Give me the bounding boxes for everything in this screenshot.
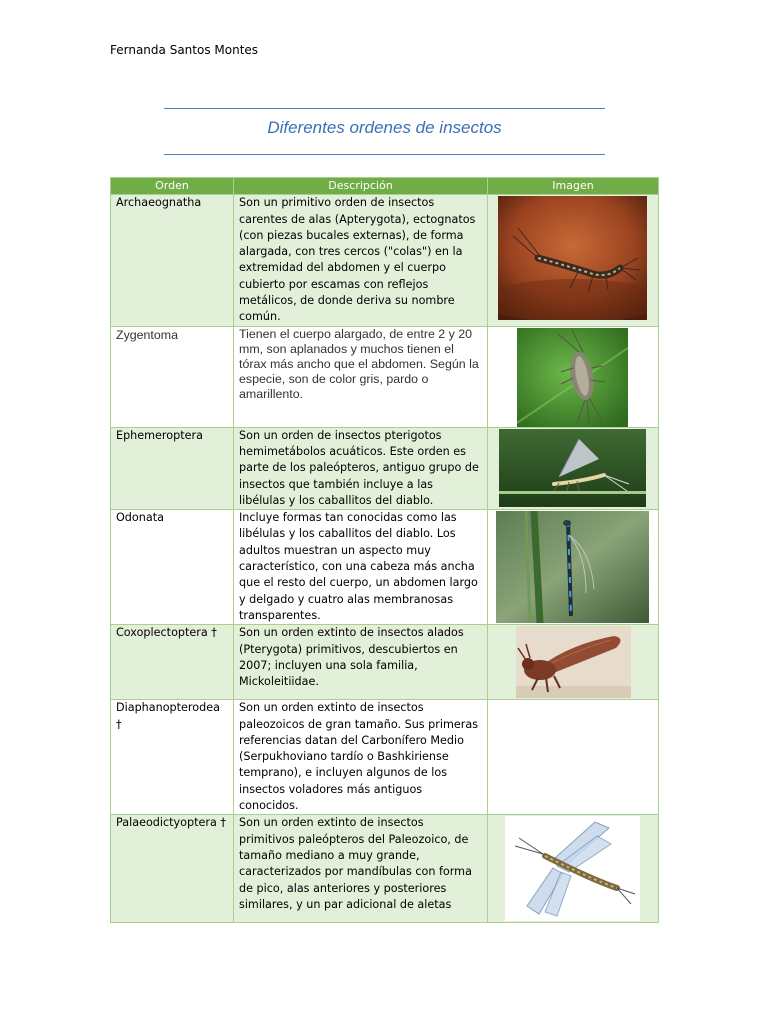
table-header-row bbox=[111, 178, 659, 195]
header-descripcion: Descripción bbox=[234, 178, 488, 195]
odonata-photo bbox=[496, 511, 649, 623]
archaeognatha-photo bbox=[498, 196, 647, 320]
order-description: Son un orden de insectos pterigotos hemimetábolos acuáticos. Este orden es parte de los paleópteros, antiguo grupo de insectos que también incluye a las libélulas y los caballitos del diablo. bbox=[234, 427, 488, 509]
order-image-cell bbox=[488, 427, 659, 509]
order-name: Coxoplectoptera † bbox=[111, 625, 234, 700]
table-row bbox=[111, 427, 659, 509]
title-rule-bottom bbox=[164, 154, 605, 155]
title-rule-top bbox=[164, 108, 605, 109]
document-title: Diferentes ordenes de insectos bbox=[267, 118, 502, 137]
order-name: Odonata bbox=[111, 510, 234, 625]
header-orden: Orden bbox=[111, 178, 234, 195]
order-image-cell-empty bbox=[488, 700, 659, 815]
order-name: Diaphanopterodea † bbox=[111, 700, 234, 815]
order-image-cell bbox=[488, 326, 659, 427]
table-row bbox=[111, 700, 659, 815]
order-name: Archaeognatha bbox=[111, 195, 234, 326]
order-description: Tienen el cuerpo alargado, de entre 2 y 20 mm, son aplanados y muchos tienen el tórax más ancho que el abdomen. Según la especie, son de color gris, pardo o amarillento. bbox=[234, 326, 488, 427]
header-imagen: Imagen bbox=[488, 178, 659, 195]
table-row bbox=[111, 815, 659, 923]
order-description: Son un orden extinto de insectos primitivos paleópteros del Paleozoico, de tamaño mediano a muy grande, caracterizados por mandíbulas con forma de pico, alas anteriores y posteriores similares, y un par adicional de aletas bbox=[234, 815, 488, 923]
table-row bbox=[111, 195, 659, 326]
table-row bbox=[111, 625, 659, 700]
author-name: Fernanda Santos Montes bbox=[110, 43, 259, 57]
order-description: Son un orden extinto de insectos paleozoicos de gran tamaño. Sus primeras referencias datan del Carbonífero Medio (Serpukhoviano tardío o Bashkiriense temprano), e incluyen algunos de los insectos voladores más antiguos conocidos. bbox=[234, 700, 488, 815]
order-image-cell bbox=[488, 625, 659, 700]
table-row bbox=[111, 326, 659, 427]
coxoplectoptera-fossil-photo bbox=[516, 626, 631, 698]
zygentoma-photo bbox=[517, 328, 628, 427]
palaeodictyoptera-illustration bbox=[505, 816, 640, 921]
insect-orders-table bbox=[110, 177, 659, 923]
order-image-cell bbox=[488, 510, 659, 625]
order-image-cell bbox=[488, 195, 659, 326]
table-row bbox=[111, 510, 659, 625]
order-description: Son un orden extinto de insectos alados (Pterygota) primitivos, descubiertos en 2007; incluyen una sola familia, Mickoleitiidae. bbox=[234, 625, 488, 700]
order-name: Palaeodictyoptera † bbox=[111, 815, 234, 923]
order-name: Zygentoma bbox=[111, 326, 234, 427]
ephemeroptera-photo bbox=[499, 429, 646, 507]
order-description: Son un primitivo orden de insectos carentes de alas (Apterygota), ectognatos (con piezas bucales externas), de forma alargada, con tres cercos ("colas") en la extremidad del abdomen y el cuerpo cubierto por escamas con reflejos metálicos, de donde deriva su nombre común. bbox=[234, 195, 488, 326]
order-image-cell bbox=[488, 815, 659, 923]
order-description: Incluye formas tan conocidas como las libélulas y los caballitos del diablo. Los adultos muestran un aspecto muy característico, con una cabeza más ancha que el resto del cuerpo, un abdomen largo y delgado y cuatro alas membranosas transparentes. bbox=[234, 510, 488, 625]
order-name: Ephemeroptera bbox=[111, 427, 234, 509]
